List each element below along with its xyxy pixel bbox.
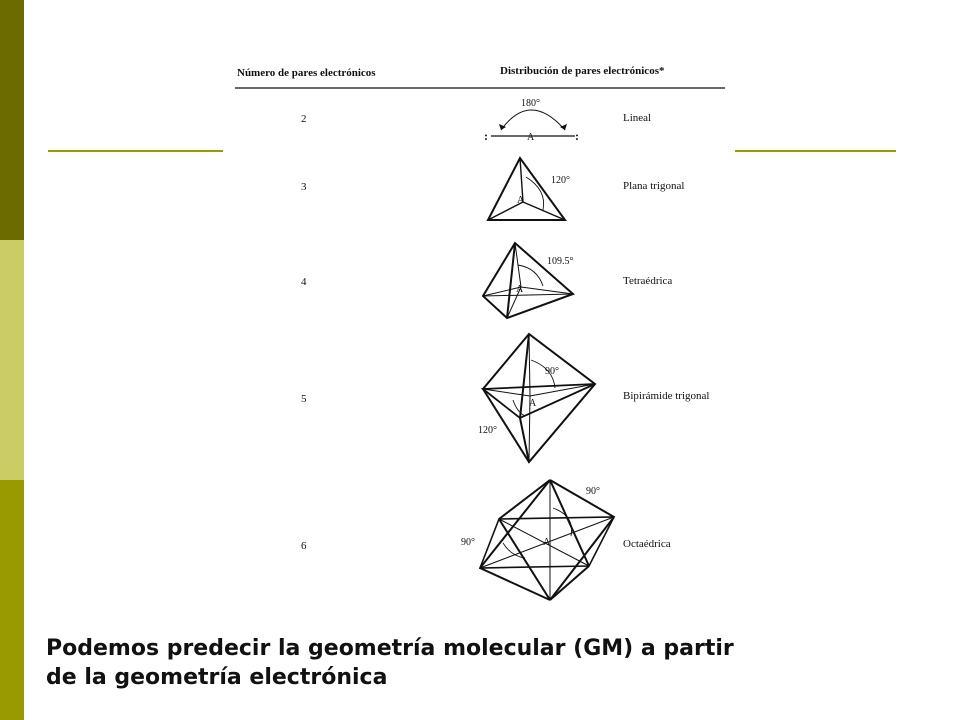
trigonal-planar-diagram bbox=[488, 158, 565, 220]
row-5-geometry: Bipirámide trigonal bbox=[623, 390, 710, 402]
row-4-number: 4 bbox=[301, 276, 307, 288]
row-5-number: 5 bbox=[301, 393, 307, 405]
row-3-geometry: Plana trigonal bbox=[623, 180, 685, 192]
bipyramid-central-atom: A bbox=[529, 398, 537, 409]
row-2-geometry: Lineal bbox=[623, 112, 652, 124]
trigonal-bipyramidal-diagram bbox=[483, 334, 595, 462]
tetrahedral-central-atom: A bbox=[516, 284, 524, 295]
tetrahedral-diagram bbox=[483, 243, 573, 318]
caption-line-2: de la geometría electrónica bbox=[46, 665, 388, 690]
bipyramid-angle-90-label: 90° bbox=[545, 366, 559, 377]
row-6-geometry: Octaédrica bbox=[623, 538, 671, 550]
header-pair-distribution: Distribución de pares electrónicos* bbox=[500, 65, 665, 77]
bipyramid-angle-120-label: 120° bbox=[478, 425, 497, 436]
linear-angle-label: 180° bbox=[521, 98, 540, 109]
title-rule-right bbox=[735, 150, 896, 152]
octahedral-angle-90-left-label: 90° bbox=[461, 537, 475, 548]
accent-bar-top bbox=[0, 0, 24, 240]
row-4-geometry: Tetraédrica bbox=[623, 275, 673, 287]
row-2-number: 2 bbox=[301, 113, 307, 125]
caption-text bbox=[46, 634, 906, 692]
octahedral-central-atom: A bbox=[543, 537, 551, 548]
trigonal-central-atom: A bbox=[517, 195, 525, 206]
vsepr-figure-svg bbox=[225, 50, 735, 625]
linear-lone-pair-left: : bbox=[484, 129, 488, 143]
caption-line-1: Podemos predecir la geometría molecular (GM) a partir bbox=[46, 636, 734, 661]
accent-bar-middle bbox=[0, 240, 24, 480]
trigonal-angle-label: 120° bbox=[551, 175, 570, 186]
linear-central-atom: A bbox=[527, 132, 535, 143]
row-3-number: 3 bbox=[301, 181, 307, 193]
octahedral-angle-90-top-label: 90° bbox=[586, 486, 600, 497]
linear-lone-pair-right: : bbox=[575, 129, 579, 143]
header-number-of-pairs: Número de pares electrónicos bbox=[237, 67, 376, 79]
row-6-number: 6 bbox=[301, 540, 307, 552]
accent-bar-bottom bbox=[0, 480, 24, 720]
tetrahedral-angle-label: 109.5° bbox=[547, 256, 574, 267]
vsepr-geometry-table bbox=[225, 50, 735, 625]
title-rule-left bbox=[48, 150, 223, 152]
